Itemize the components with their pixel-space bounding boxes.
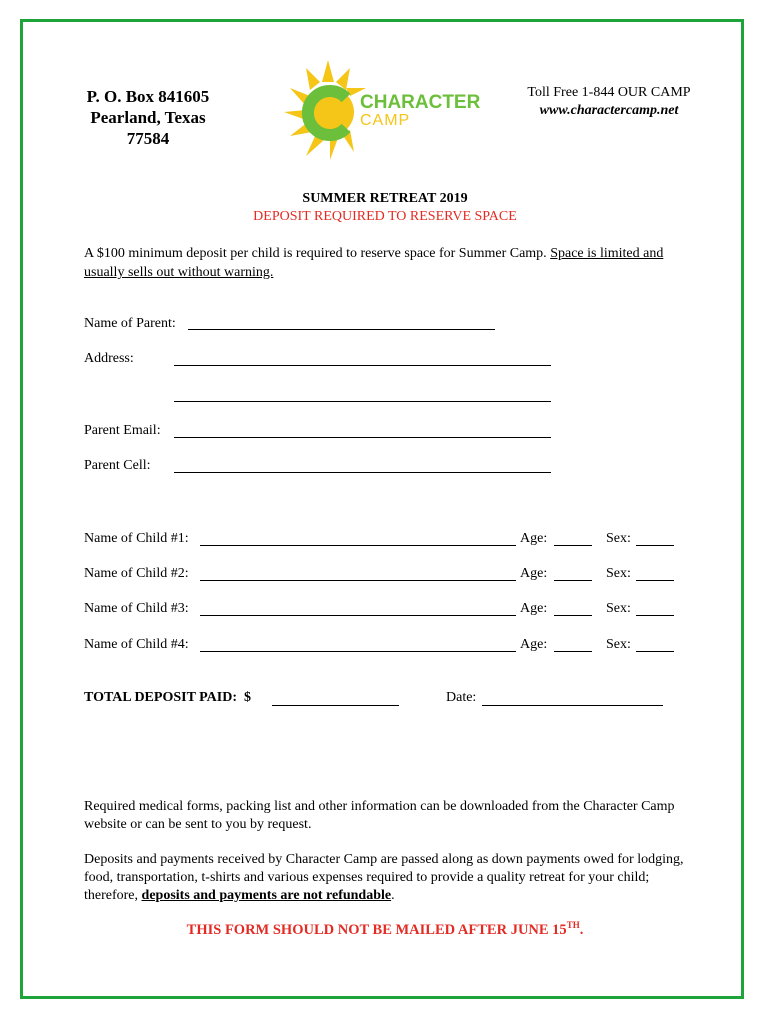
child-3-sex-field[interactable]: [636, 615, 674, 616]
mailing-deadline-warning: [0, 920, 770, 939]
parent-email-label: Parent Email:: [84, 423, 161, 438]
warning-text: THIS FORM SHOULD NOT BE MAILED AFTER JUNE 15: [186, 921, 567, 938]
form-subtitle: DEPOSIT REQUIRED TO RESERVE SPACE: [253, 209, 517, 224]
child-2-age-field[interactable]: [554, 580, 592, 581]
child-3-age-field[interactable]: [554, 615, 592, 616]
child-1-label: Name of Child #1:: [84, 531, 189, 546]
refund-policy-paragraph: [84, 851, 694, 905]
child-2-name-field[interactable]: [200, 580, 516, 581]
child-4-sex-label: Sex:: [606, 637, 631, 652]
child-4-age-label: Age:: [520, 637, 548, 652]
total-deposit-field[interactable]: [272, 705, 399, 706]
child-2-sex-field[interactable]: [636, 580, 674, 581]
address-line-1: P. O. Box 841605: [86, 87, 210, 106]
date-label: Date:: [446, 690, 477, 705]
child-3-name-field[interactable]: [200, 615, 516, 616]
child-1-name-field[interactable]: [200, 545, 516, 546]
warning-end: .: [579, 921, 584, 938]
child-1-sex-label: Sex:: [606, 531, 631, 546]
address-field-line-1[interactable]: [174, 365, 551, 366]
logo-camp-text: CAMP: [360, 112, 411, 129]
website-link[interactable]: www.charactercamp.net: [539, 103, 679, 118]
currency-symbol: $: [244, 690, 252, 705]
parent-cell-label: Parent Cell:: [84, 458, 151, 473]
child-3-label: Name of Child #3:: [84, 601, 189, 616]
total-deposit-text: TOTAL DEPOSIT PAID:: [84, 690, 238, 705]
total-deposit-label: [84, 690, 251, 706]
child-1-sex-field[interactable]: [636, 545, 674, 546]
address-label: Address:: [84, 351, 134, 366]
child-3-sex-label: Sex:: [606, 601, 631, 616]
parent-name-label: Name of Parent:: [84, 316, 176, 331]
intro-paragraph: [84, 244, 664, 282]
refund-policy-text: Deposits and payments received by Character Camp are passed along as down payments owed for lodging, food, transportation, t-shirts and various expenses required to provide a quality retreat for your child; therefore,: [84, 852, 684, 903]
warning-superscript: TH: [566, 920, 580, 930]
child-1-age-field[interactable]: [554, 545, 592, 546]
child-2-sex-label: Sex:: [606, 566, 631, 581]
medical-forms-paragraph: Required medical forms, packing list and other information can be downloaded from the Character Camp website or can be sent to you by request.: [84, 799, 675, 832]
child-2-age-label: Age:: [520, 566, 548, 581]
logo-character-text: CHARACTER: [360, 92, 480, 113]
parent-cell-field[interactable]: [174, 472, 551, 473]
intro-underlined-text: Space is limited and usually sells out without warning.: [84, 246, 664, 280]
address-field-line-2[interactable]: [174, 401, 551, 402]
child-4-label: Name of Child #4:: [84, 637, 189, 652]
mailing-address: [68, 86, 228, 149]
child-2-label: Name of Child #2:: [84, 566, 189, 581]
refund-policy-bold: deposits and payments are not refundable: [141, 888, 392, 903]
child-3-age-label: Age:: [520, 601, 548, 616]
child-4-name-field[interactable]: [200, 651, 516, 652]
toll-free-phone: Toll Free 1-844 OUR CAMP: [527, 85, 691, 100]
date-field[interactable]: [482, 705, 663, 706]
child-4-sex-field[interactable]: [636, 651, 674, 652]
sun-logo-icon: [280, 52, 480, 162]
intro-text: A $100 minimum deposit per child is required to reserve space for Summer Camp.: [84, 246, 551, 261]
child-4-age-field[interactable]: [554, 651, 592, 652]
refund-policy-end: .: [391, 888, 395, 903]
address-line-2: Pearland, Texas 77584: [90, 108, 206, 148]
parent-email-field[interactable]: [174, 437, 551, 438]
contact-info: [500, 84, 718, 120]
form-title: SUMMER RETREAT 2019: [302, 191, 468, 206]
parent-name-field[interactable]: [188, 329, 495, 330]
child-1-age-label: Age:: [520, 531, 548, 546]
character-camp-logo: [280, 52, 480, 162]
